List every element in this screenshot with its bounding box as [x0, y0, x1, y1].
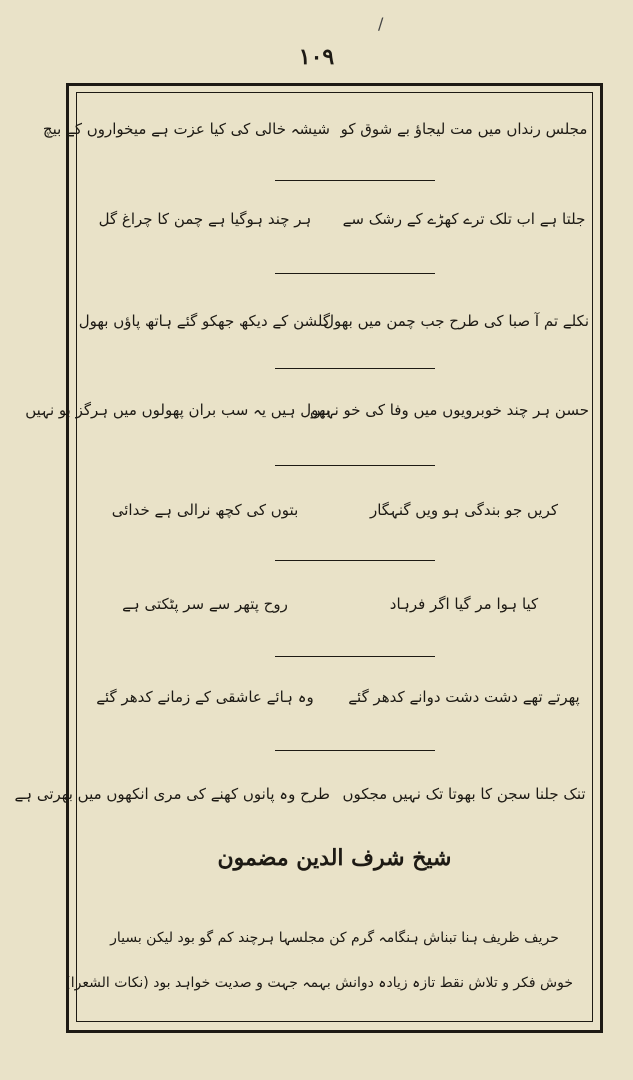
stray-pen-mark: /	[378, 14, 384, 33]
couplet	[14, 782, 589, 842]
couplet-divider	[275, 180, 435, 181]
couplet-divider	[275, 656, 435, 657]
first-hemistich: جلتا ہے اب تلک ترے کھڑے کے رشک سے	[342, 210, 586, 228]
second-hemistich: وہ ہائے عاشقی کے زمانے کدھر گئے	[96, 688, 314, 706]
couplet	[80, 498, 589, 558]
couplet-divider	[275, 273, 435, 274]
couplet	[80, 592, 589, 652]
couplet	[80, 207, 589, 267]
first-hemistich: نکلے تم آ صبا کی طرح جب چمن میں بھول	[323, 312, 589, 330]
poet-biography-line: حریف ظریف ہنا تبناش ہنگامہ گرم کن مجلسہا ہرچند کم گو بود لیکن بسیار	[110, 930, 559, 946]
first-hemistich: مجلس رنداں میں مت لیجاؤ بے شوق کو	[340, 120, 588, 138]
first-hemistich: کیا ہوا مر گیا اگر فرہاد	[389, 595, 539, 613]
poet-biography-line: خوش فکر و تلاش نقط تازہ زیادہ دوانش بہمہ جہت و صدیت خواہد بود (نکات الشعرا)	[65, 975, 573, 991]
couplet-divider	[275, 560, 435, 561]
second-hemistich: گلشن کے دیکھ جھکو گئے ہاتھ پاؤں بھول	[78, 312, 330, 330]
first-hemistich: پھرتے تھے دشت دشت دوانے کدھر گئے	[348, 688, 580, 706]
poet-heading: شیخ شرف الدین مضمون	[217, 845, 452, 871]
couplet-divider	[275, 750, 435, 751]
second-hemistich: بھول ہیں یہ سب بران پھولوں میں ہرگز بو نہیں	[25, 401, 330, 419]
couplet-divider	[275, 465, 435, 466]
first-hemistich: کریں جو بندگی ہو ویں گنہگار	[369, 501, 559, 519]
first-hemistich: تنک جلنا سجن کا بھوتا تک نہیں مجکوں	[342, 785, 586, 803]
second-hemistich: روح پتھر سے سر پٹکتی ہے	[122, 595, 288, 613]
couplet	[80, 309, 589, 369]
page-number: ١٠٩	[298, 44, 335, 70]
first-hemistich: حسن ہر چند خوبرویوں میں وفا کی خو نہیں	[309, 401, 589, 419]
second-hemistich: شیشہ خالی کی کیا عزت ہے میخواروں کے بیچ	[42, 120, 330, 138]
second-hemistich: ہر چند ہوگیا ہے چمن کا چراغ گل	[98, 210, 312, 228]
couplet-divider	[275, 368, 435, 369]
couplet	[42, 117, 589, 177]
second-hemistich: بتوں کی کچھ نرالی ہے خدائی	[111, 501, 299, 519]
couplet	[25, 398, 589, 458]
couplet	[80, 685, 589, 745]
second-hemistich: طرح وہ پانوں کھنے کی مری انکھوں میں بھرتی ہے	[14, 785, 330, 803]
